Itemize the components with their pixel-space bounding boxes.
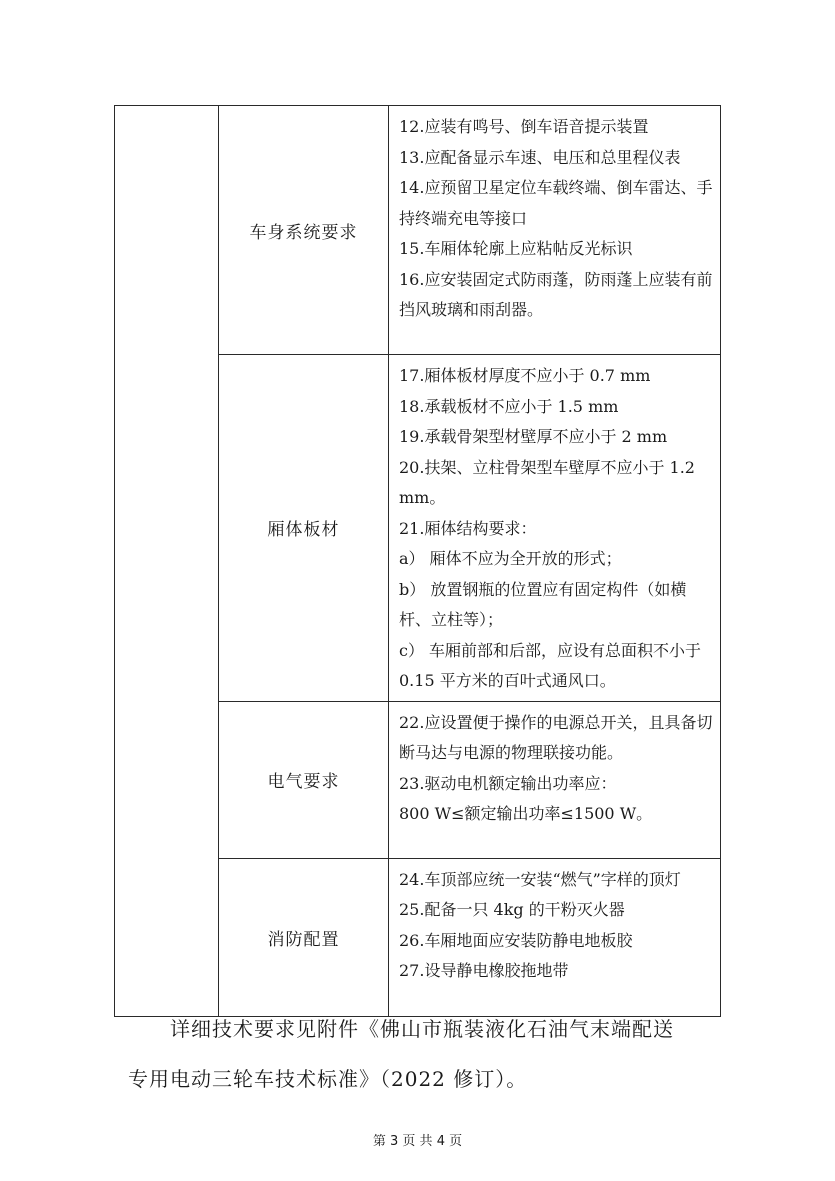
- outer-merged-cell: [115, 106, 219, 1017]
- category-cell: 电气要求: [219, 701, 389, 858]
- list-item: 17.厢体板材厚度不应小于 0.7 mm: [399, 366, 651, 385]
- list-item: 22.应设置便于操作的电源总开关，且具备切断马达与电源的物理联接功能。: [399, 712, 713, 762]
- list-item: 24.车顶部应统一安装“燃气”字样的顶灯: [399, 869, 681, 889]
- requirements-cell: [389, 355, 721, 702]
- category-cell: 车身系统要求: [219, 106, 389, 355]
- requirements-cell: [389, 701, 721, 858]
- list-item: 19.承载骨架型材壁厚不应小于 2 mm: [399, 427, 668, 446]
- list-item: 13.应配备显示车速、电压和总里程仪表: [399, 147, 681, 167]
- requirements-cell: [389, 106, 721, 355]
- list-item: b） 放置钢瓶的位置应有固定构件（如横杆、立柱等）；: [399, 579, 687, 629]
- list-item: 21.厢体结构要求：: [399, 518, 537, 538]
- table-row: [115, 106, 721, 355]
- spec-table: [114, 105, 721, 1017]
- list-item: c） 车厢前部和后部，应设有总面积不小于 0.15 平方米的百叶式通风口。: [399, 640, 702, 690]
- list-item: 25.配备一只 4kg 的干粉灭火器: [399, 900, 625, 919]
- category-cell: 厢体板材: [219, 355, 389, 702]
- list-item: 20.扶架、立柱骨架型车壁厚不应小于 1.2 mm。: [399, 457, 695, 507]
- list-item: 26.车厢地面应安装防静电地板胶: [399, 930, 633, 950]
- list-item: 16.应安装固定式防雨蓬，防雨蓬上应装有前挡风玻璃和雨刮器。: [399, 269, 713, 319]
- list-item: 23.驱动电机额定输出功率应：: [399, 773, 617, 793]
- requirements-cell: [389, 858, 721, 1016]
- list-item: a） 厢体不应为全开放的形式；: [399, 549, 622, 568]
- category-cell: 消防配置: [219, 858, 389, 1016]
- list-item: 15.车厢体轮廓上应粘帖反光标识: [399, 239, 633, 258]
- list-item: 27.设导静电橡胶拖地带: [399, 961, 569, 980]
- list-item: 800 W≤额定输出功率≤1500 W。: [399, 804, 653, 823]
- list-item: 18.承载板材不应小于 1.5 mm: [399, 396, 619, 416]
- list-item: 14.应预留卫星定位车载终端、倒车雷达、手持终端充电等接口: [399, 178, 713, 228]
- list-item: 12.应装有鸣号、倒车语音提示装置: [399, 117, 649, 136]
- reference-paragraph-line-1: 详细技术要求见附件《佛山市瓶装液化石油气末端配送: [170, 1017, 674, 1041]
- reference-paragraph-line-2: 专用电动三轮车技术标准》（2022 修订）。: [128, 1067, 528, 1091]
- page-number: 第 3 页 共 4 页: [372, 1134, 463, 1149]
